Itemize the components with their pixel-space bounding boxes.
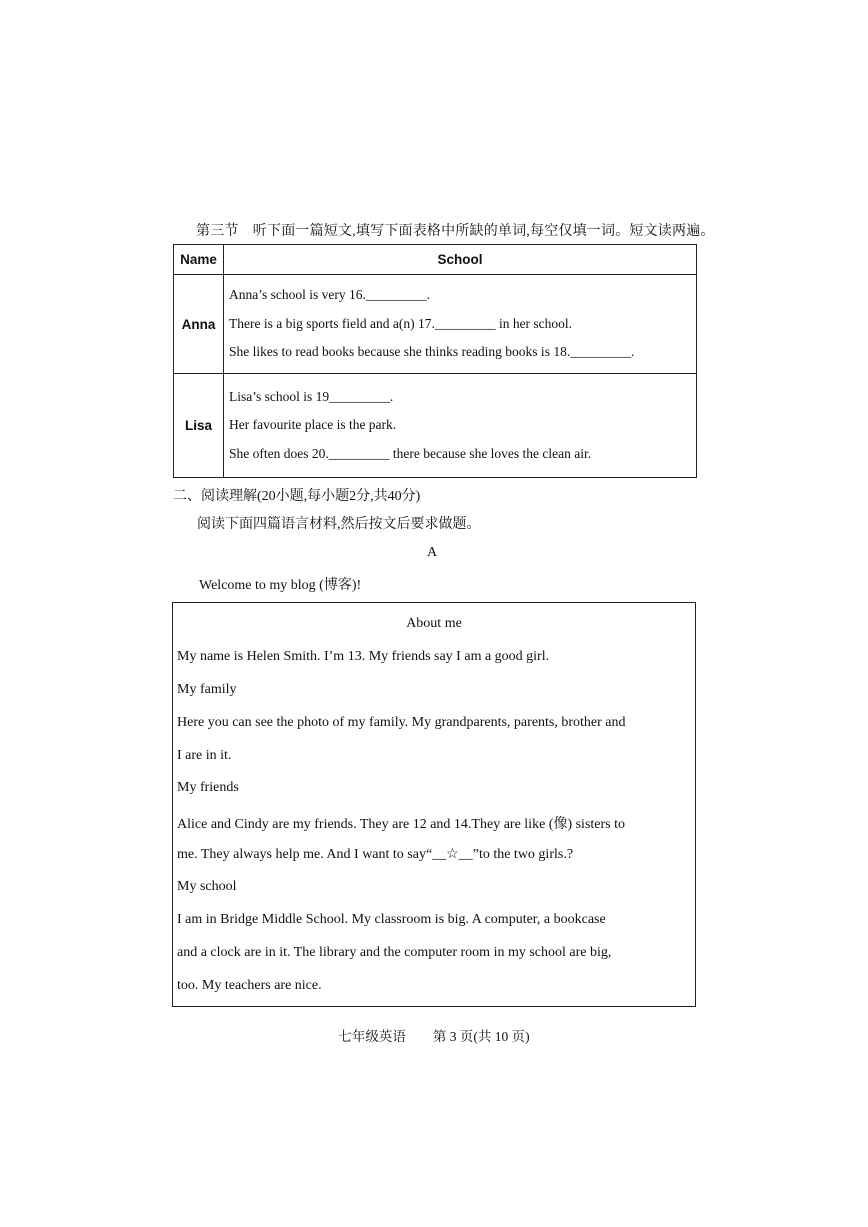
blog-line: My school [177,879,237,894]
blog-heading: About me [406,616,462,631]
row-lines-lisa [224,374,697,478]
row-name-anna: Anna [174,275,224,374]
blog-line: I am in Bridge Middle School. My classroom is big. A computer, a bookcase [177,912,606,927]
blog-line: too. My teachers are nice. [177,978,322,993]
blog-line: My family [177,682,237,697]
table-line: Her favourite place is the park. [229,417,397,433]
blog-welcome: Welcome to my blog (博客)! [199,578,362,593]
part-2-instruction: 阅读下面四篇语言材料,然后按文后要求做题。 [197,517,481,532]
header-school: School [224,245,697,275]
blog-line: Here you can see the photo of my family. My grandparents, parents, brother and [177,715,626,730]
table-header-row [174,245,697,275]
table-line: Lisa’s school is 19_________. [229,388,394,404]
blog-line: me. They always help me. And I want to say“__☆__”to the two girls.? [177,847,574,862]
page-footer: 七年级英语 第 3 页(共 10 页) [338,1029,530,1044]
header-name: Name [174,245,224,275]
table-line: She often does 20._________ there because she loves the clean air. [229,445,592,461]
part-2-title: 二、阅读理解(20小题,每小题2分,共40分) [173,489,421,504]
table-row [174,374,697,478]
table-row [174,275,697,374]
blog-line: My name is Helen Smith. I’m 13. My friends say I am a good girl. [177,649,550,664]
listening-table [173,244,697,478]
blog-line: Alice and Cindy are my friends. They are 12 and 14.They are like (像) sisters to [177,817,625,832]
section-3-instruction: 第三节 听下面一篇短文,填写下面表格中所缺的单词,每空仅填一词。短文读两遍。 [196,224,715,239]
table-line: There is a big sports field and a(n) 17._________ in her school. [229,315,573,331]
table-line: Anna’s school is very 16._________. [229,287,430,303]
blog-line: My friends [177,780,239,795]
table-line: She likes to read books because she thinks reading books is 18._________. [229,344,635,360]
blog-line: I are in it. [177,748,232,763]
row-lines-anna [224,275,697,374]
blog-line: and a clock are in it. The library and the computer room in my school are big, [177,945,612,960]
blog-box [172,602,696,1007]
row-name-lisa: Lisa [174,374,224,478]
passage-label: A [427,545,438,560]
